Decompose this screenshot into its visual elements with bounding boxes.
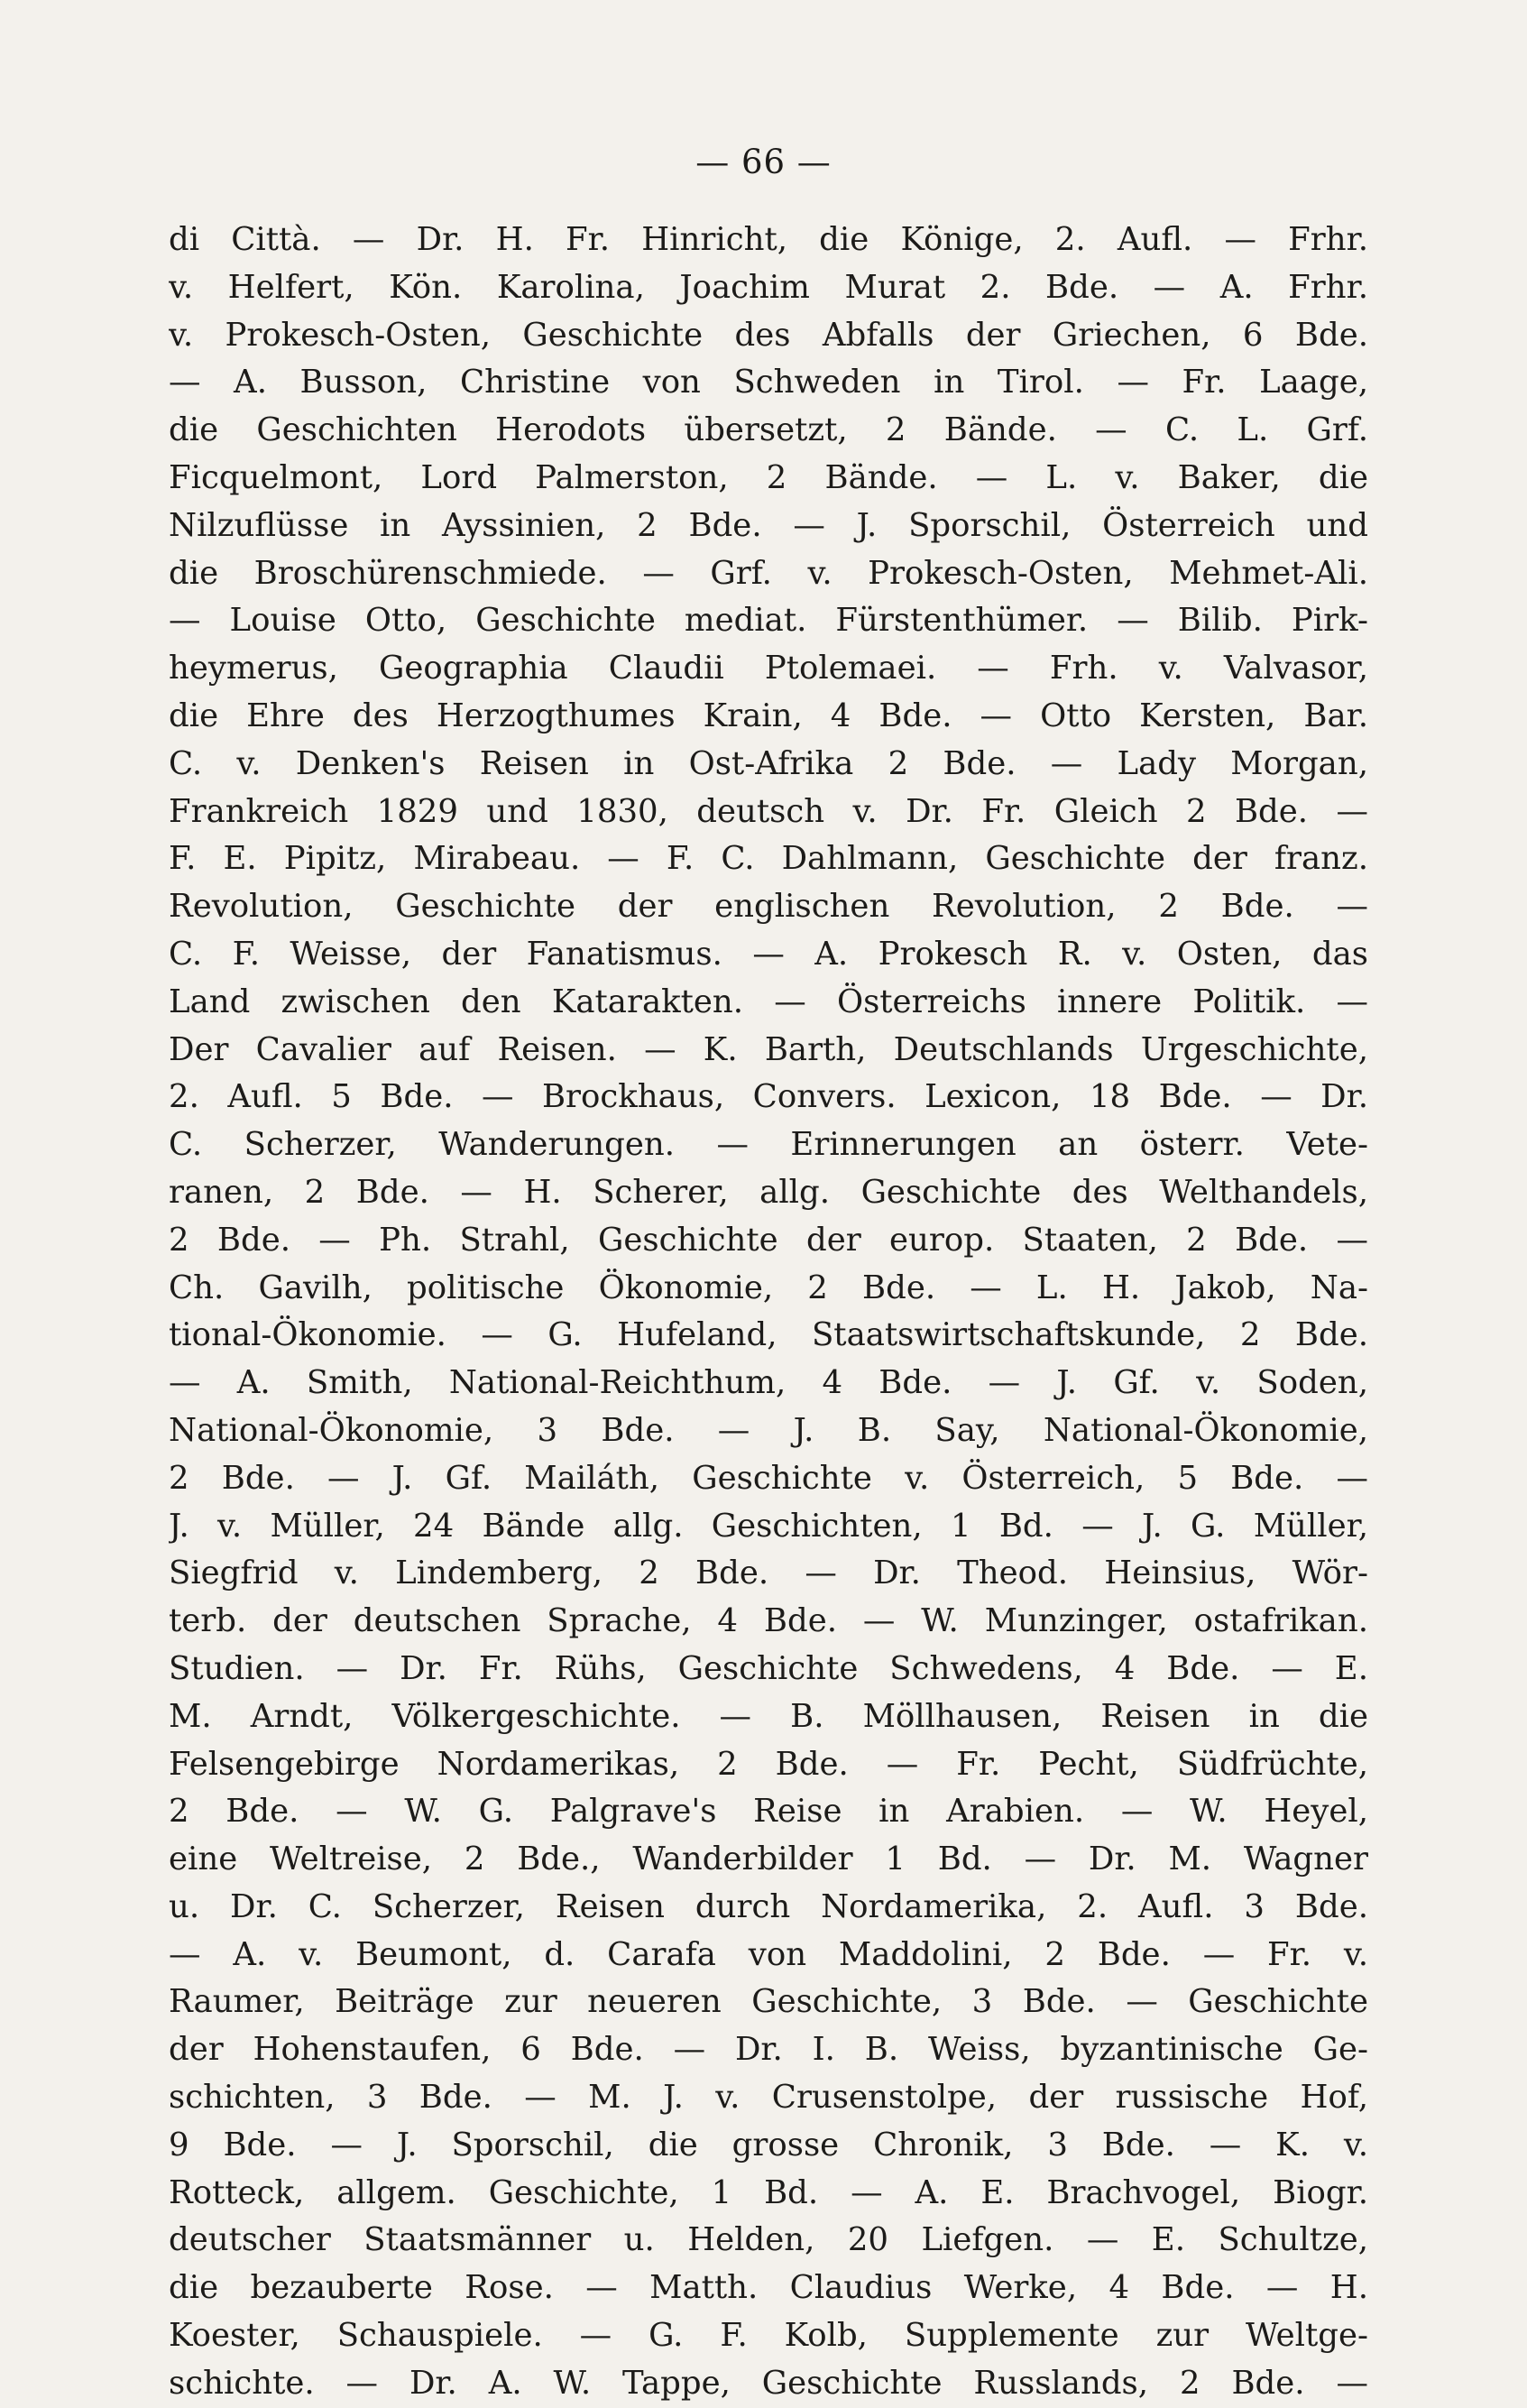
text-line: M. Arndt, Völkergeschichte. — B. Möllhausen, Reisen in die	[169, 1697, 1368, 1735]
text-line: J. v. Müller, 24 Bände allg. Geschichten, 1 Bd. — J. G. Müller,	[169, 1507, 1368, 1545]
text-line: Siegfrid v. Lindemberg, 2 Bde. — Dr. Theod. Heinsius, Wör-	[169, 1555, 1368, 1592]
text-line: heymerus, Geographia Claudii Ptolemaei. — Frh. v. Valvasor,	[169, 650, 1368, 687]
text-line: 2 Bde. — W. G. Palgrave's Reise in Arabien. — W. Heyel,	[169, 1793, 1368, 1831]
text-line: 2 Bde. — J. Gf. Mailáth, Geschichte v. Österreich, 5 Bde. —	[169, 1459, 1368, 1497]
text-line: der Hohenstaufen, 6 Bde. — Dr. I. B. Weiss, byzantinische Ge-	[169, 2031, 1368, 2069]
text-line: Koester, Schauspiele. — G. F. Kolb, Supplemente zur Weltge-	[169, 2317, 1368, 2355]
text-line: Nilzuflüsse in Ayssinien, 2 Bde. — J. Sporschil, Österreich und	[169, 506, 1368, 544]
text-line: C. v. Denken's Reisen in Ost-Afrika 2 Bde. — Lady Morgan,	[169, 744, 1368, 782]
text-line: Land zwischen den Katarakten. — Österreichs innere Politik. —	[169, 983, 1368, 1020]
text-line: die Geschichten Herodots übersetzt, 2 Bände. — C. L. Grf.	[169, 411, 1368, 449]
text-line: ranen, 2 Bde. — H. Scherer, allg. Geschichte des Welthandels,	[169, 1173, 1368, 1211]
text-line: C. Scherzer, Wanderungen. — Erinnerungen an österr. Vete-	[169, 1126, 1368, 1164]
text-line: v. Helfert, Kön. Karolina, Joachim Murat 2. Bde. — A. Frhr.	[169, 268, 1368, 306]
body-text	[169, 217, 1368, 2408]
text-line: 2. Aufl. 5 Bde. — Brockhaus, Convers. Lexicon, 18 Bde. — Dr.	[169, 1078, 1368, 1116]
text-line: di Città. — Dr. H. Fr. Hinricht, die Könige, 2. Aufl. — Frhr.	[169, 221, 1368, 258]
text-line: — A. v. Beumont, d. Carafa von Maddolini, 2 Bde. — Fr. v.	[169, 1935, 1368, 1973]
text-line: v. Prokesch-Osten, Geschichte des Abfalls der Griechen, 6 Bde.	[169, 316, 1368, 354]
text-line: Ficquelmont, Lord Palmerston, 2 Bände. — L. v. Baker, die	[169, 458, 1368, 496]
text-line: deutscher Staatsmänner u. Helden, 20 Liefgen. — E. Schultze,	[169, 2221, 1368, 2259]
text-line: Raumer, Beiträge zur neueren Geschichte, 3 Bde. — Geschichte	[169, 1983, 1368, 2021]
text-line: Studien. — Dr. Fr. Rühs, Geschichte Schwedens, 4 Bde. — E.	[169, 1649, 1368, 1687]
text-line: eine Weltreise, 2 Bde., Wanderbilder 1 Bd. — Dr. M. Wagner	[169, 1841, 1368, 1878]
text-line: Felsengebirge Nordamerikas, 2 Bde. — Fr. Pecht, Südfrüchte,	[169, 1745, 1368, 1783]
text-line: schichte. — Dr. A. W. Tappe, Geschichte Russlands, 2 Bde. —	[169, 2364, 1368, 2402]
text-line: Rotteck, allgem. Geschichte, 1 Bd. — A. E. Brachvogel, Biogr.	[169, 2173, 1368, 2211]
page-number: — 66 —	[695, 143, 832, 181]
text-line: Der Cavalier auf Reisen. — K. Barth, Deutschlands Urgeschichte,	[169, 1030, 1368, 1068]
text-line: terb. der deutschen Sprache, 4 Bde. — W. Munzinger, ostafrikan.	[169, 1602, 1368, 1640]
text-line: F. E. Pipitz, Mirabeau. — F. C. Dahlmann, Geschichte der franz.	[169, 840, 1368, 878]
text-line: u. Dr. C. Scherzer, Reisen durch Nordamerika, 2. Aufl. 3 Bde.	[169, 1887, 1368, 1925]
text-line: C. F. Weisse, der Fanatismus. — A. Prokesch R. v. Osten, das	[169, 935, 1368, 973]
text-line: Revolution, Geschichte der englischen Revolution, 2 Bde. —	[169, 888, 1368, 926]
text-line: National-Ökonomie, 3 Bde. — J. B. Say, National-Ökonomie,	[169, 1411, 1368, 1449]
text-line: 9 Bde. — J. Sporschil, die grosse Chronik, 3 Bde. — K. v.	[169, 2126, 1368, 2164]
text-line: Ch. Gavilh, politische Ökonomie, 2 Bde. — L. H. Jakob, Na-	[169, 1269, 1368, 1306]
text-line: 2 Bde. — Ph. Strahl, Geschichte der europ. Staaten, 2 Bde. —	[169, 1221, 1368, 1259]
text-line: — Louise Otto, Geschichte mediat. Fürstenthümer. — Bilib. Pirk-	[169, 602, 1368, 640]
text-line: die bezauberte Rose. — Matth. Claudius Werke, 4 Bde. — H.	[169, 2269, 1368, 2307]
text-line: die Ehre des Herzogthumes Krain, 4 Bde. — Otto Kersten, Bar.	[169, 697, 1368, 734]
text-line: — A. Busson, Christine von Schweden in Tirol. — Fr. Laage,	[169, 364, 1368, 401]
text-line: die Broschürenschmiede. — Grf. v. Prokesch-Osten, Mehmet-Ali.	[169, 554, 1368, 592]
text-line: tional-Ökonomie. — G. Hufeland, Staatswirtschaftskunde, 2 Bde.	[169, 1316, 1368, 1354]
text-line: — A. Smith, National-Reichthum, 4 Bde. — J. Gf. v. Soden,	[169, 1364, 1368, 1402]
text-line: schichten, 3 Bde. — M. J. v. Crusenstolpe, der russische Hof,	[169, 2079, 1368, 2117]
text-line: Frankreich 1829 und 1830, deutsch v. Dr. Fr. Gleich 2 Bde. —	[169, 792, 1368, 830]
